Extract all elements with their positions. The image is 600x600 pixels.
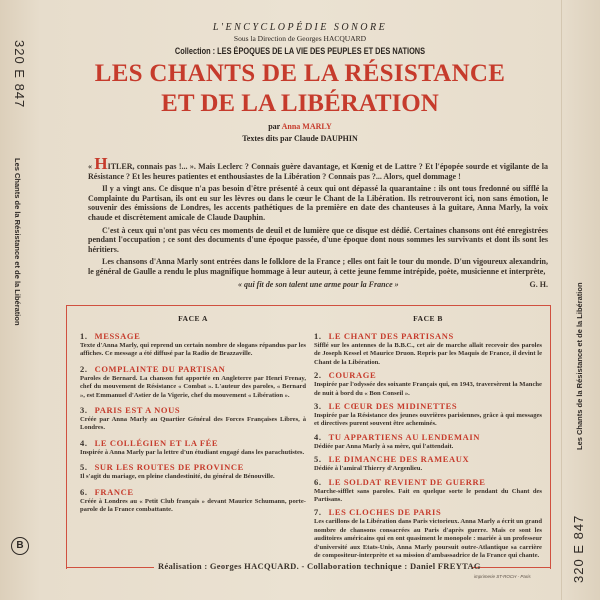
track-item: 3. PARIS EST A NOUS Créée par Anna Marly au Quartier Général des Forces Françaises Libres, à Londres. [80, 405, 306, 432]
catalog-number-right: 320 E 847 [571, 514, 586, 583]
artist-line [40, 122, 560, 131]
track-item: 1. LE CHANT DES PARTISANS Sifflé sur les antennes de la B.B.C., cet air de marche allait recevoir des paroles de Joseph Kessel et Maurice Druon. Repris par les Maquis de France, il devint le Chant de la Libération. [314, 331, 542, 366]
track-title: COMPLAINTE DU PARTISAN [94, 363, 226, 374]
track-item: 7. LES CLOCHES DE PARIS Les carillons de la Libération dans Paris victorieux. Anna Marly a écrit un grand nombre de chansons consacrées au Paris d'après guerre. Mais ce sont les auditoires américains qui en ont quasiment le monopole : mariée à un professeur d'université aux Etats-Unis, Anna Marly poursuit outre-Atlantique sa carrière de compositeur-interprète et sa mission d'ambassadrice de la France qui chante. [314, 507, 542, 560]
artist-name: Anna MARLY [281, 122, 332, 131]
face-b-heading: FACE B [413, 314, 443, 323]
side-b-badge-icon: B [11, 537, 29, 555]
album-title-line2: ET DE LA LIBÉRATION [161, 90, 439, 117]
liner-paragraph-1 [88, 154, 548, 181]
track-item: 5. SUR LES ROUTES DE PROVINCE Il s'agit du mariage, en pleine clandestinité, du général de Bénouville. [80, 462, 306, 481]
track-item: 2. COURAGE Inspirée par l'odyssée des soixante Français qui, en 1943, traversèrent la Manche de nuit à bord du « Bon Conseil ». [314, 370, 542, 397]
track-description: Paroles de Bernard. La chanson fut apportée en Angleterre par Henri Frenay, chef du mouvement de Résistance « Combat ». L'auteur des paroles, « Bernard », est Emmanuel d'Astier de la Vigerie, chef du mouvement « Libération ». [80, 374, 306, 399]
track-item: 6. LE SOLDAT REVIENT DE GUERRE Marche-sifflet sans paroles. Fait en quelque sorte le pendant du Chant des Partisans. [314, 476, 542, 504]
track-item: 2. COMPLAINTE DU PARTISAN Paroles de Bernard. La chanson fut apportée en Angleterre par Henri Frenay, chef du mouvement de Résistance « Combat ». L'auteur des paroles, « Bernard », est Emmanuel d'Astier de la Vigerie, chef du mouvement « Libération ». [80, 363, 306, 399]
track-item: 1. MESSAGE Texte d'Anna Marly, qui reprend un certain nombre de slogans répandus par les affiches. Ce message a été diffusé par la Radio de Brazzaville. [80, 331, 306, 358]
track-description: Créée à Londres au « Petit Club français » devant Maurice Schumann, porte-parole de la France combattante. [80, 497, 306, 514]
spine-title-right: Les Chants de la Résistance et de la Libération [575, 282, 584, 450]
track-description: Il s'agit du mariage, en pleine clandestinité, du général de Bénouville. [80, 473, 275, 481]
catalog-number-left: 320 E 847 [12, 40, 27, 109]
track-description: Les carillons de la Libération dans Paris victorieux. Anna Marly a écrit un grand nombre de chansons consacrées au Paris d'après guerre. Mais ce sont les auditoires américains qui en ont quasiment le monopole : mariée à un professeur d'université aux Etats-Unis, Anna Marly poursuit outre-Atlantique sa carrière de compositeur-interprète et sa mission d'ambassadrice de la France qui chante. [314, 518, 542, 560]
face-a-tracklist [80, 314, 306, 519]
direction-line: Sous la Direction de Georges HACQUARD [233, 34, 367, 43]
paragraph-1-text: ITLER, connais pas !... ». Mais Leclerc ? Connais guère davantage, et Kœnig et de Lattre ? Et l'épopée sourde et vigilante de la Résistance ? Et les heures patientes et enthousiastes de la Libération ? Connais pas ?... Alors, quel dommage ! [88, 162, 548, 181]
track-description: Sifflé sur les antennes de la B.B.C., cet air de marche allait recevoir des paroles de Joseph Kessel et Maurice Druon. Repris par les Maquis de France, il devint le Chant de la Libération. [314, 342, 542, 366]
track-item: 6. FRANCE Créée à Londres au « Petit Club français » devant Maurice Schumann, porte-parole de la France combattante. [80, 486, 306, 514]
track-title: SUR LES ROUTES DE PROVINCE [94, 462, 244, 473]
track-description: Dédiée par Anna Marly à sa mère, qui l'attendait. [314, 442, 454, 450]
track-description: Inspirée à Anna Marly par la lettre d'un étudiant engagé dans les parachutistes. [80, 448, 305, 456]
track-title: COURAGE [328, 370, 377, 381]
quote-signature-row [88, 280, 548, 290]
liner-paragraph-4: Les chansons d'Anna Marly sont entrées dans le folklore de la France ; elles ont fait le tour du monde. D'un vigoureux alexandrin, le général de Gaulle a rendu le plus magnifique hommage à leur auteur, à cette jeune femme intrépide, poète, musicienne et interprète, [88, 257, 548, 276]
narration-line: Textes dits par Claude DAUPHIN [242, 134, 358, 143]
track-title: TU APPARTIENS AU LENDEMAIN [328, 431, 480, 442]
frame-bottom-left [66, 567, 154, 568]
track-title: LE DIMANCHE DES RAMEAUX [328, 454, 470, 465]
track-title: FRANCE [94, 486, 134, 497]
face-a-heading: FACE A [178, 314, 208, 323]
liner-paragraph-2: Il y a vingt ans. Ce disque n'a pas besoin d'être présenté à ceux qui ont dépassé la quarantaine : ils ont tous fredonné ou sifflé la Complainte du Partisan, ils ont eu sur les lèvres ou dans le cœur le Chant de la Libération. Ils retrouveront ici, non sans émotion, le souvenir des émissions de Londres, les accents pathétiques de la première en date des chanteuses à la guitare, Anna Marly, la voix chaude et discrètement amicale de Claude Dauphin. [88, 184, 548, 222]
track-item: 5. LE DIMANCHE DES RAMEAUX Dédiée à l'amiral Thierry d'Argenlieu. [314, 454, 542, 473]
frame-bottom-right [472, 567, 551, 568]
track-title: LE CHANT DES PARTISANS [328, 331, 454, 341]
track-title: LE COLLÉGIEN ET LA FÉE [94, 437, 219, 448]
track-description: Inspirée par l'odyssée des soixante Français qui, en 1943, traversèrent la Manche de nuit à bord du « Bon Conseil ». [314, 381, 542, 397]
track-title: MESSAGE [94, 331, 141, 341]
track-description: Créée par Anna Marly au Quartier Général des Forces Françaises Libres, à Londres. [80, 416, 306, 432]
spine-title-left: Les Chants de la Résistance et de la Libération [13, 158, 22, 326]
collection-line: Collection : LES ÉPOQUES DE LA VIE DES PEUPLES ET DES NATIONS [174, 46, 426, 56]
track-title: LE SOLDAT REVIENT DE GUERRE [328, 476, 486, 487]
track-description: Inspirée par la Résistance des jeunes ouvrières parisiennes, grâce à qui messages et directives purent souvent être acheminés. [314, 412, 542, 428]
track-title: LE CŒUR DES MIDINETTES [328, 401, 458, 412]
de-gaulle-quote: « qui fit de son talent une arme pour la France » [238, 279, 399, 289]
track-description: Dédiée à l'amiral Thierry d'Argenlieu. [314, 465, 423, 473]
production-credits: Réalisation : Georges HACQUARD. - Collaboration technique : Daniel FREYTAG [158, 561, 481, 571]
series-name: L'ENCYCLOPÉDIE SONORE [212, 22, 388, 33]
track-title: PARIS EST A NOUS [94, 405, 181, 416]
printer-imprint: imprimerie ST-ROCH - Paris [474, 574, 531, 579]
track-description: Texte d'Anna Marly, qui reprend un certain nombre de slogans répandus par les affiches. Ce message a été diffusé par la Radio de Brazzaville. [80, 342, 306, 358]
face-b-tracklist [314, 314, 542, 564]
album-title-line1: LES CHANTS DE LA RÉSISTANCE [94, 60, 506, 87]
track-item: 4. LE COLLÉGIEN ET LA FÉE Inspirée à Anna Marly par la lettre d'un étudiant engagé dans les parachutistes. [80, 437, 305, 456]
open-quote: « [88, 162, 92, 171]
track-description: Marche-sifflet sans paroles. Fait en quelque sorte le pendant du Chant des Partisans. [314, 487, 542, 504]
signature: G. H. [529, 279, 548, 289]
track-title: LES CLOCHES DE PARIS [328, 507, 442, 518]
liner-notes [88, 154, 548, 289]
liner-paragraph-3: C'est à ceux qui n'ont pas vécu ces moments de deuil et de lumière que ce disque est dédié. Certaines chansons ont été enregistrées pendant l'occupation ; ce sont des documents d'une époque passée, d'une époque dont nous sommes les survivants et dont ils sont les héritiers. [88, 225, 548, 254]
drop-cap: H [94, 154, 108, 173]
track-item: 4. TU APPARTIENS AU LENDEMAIN Dédiée par Anna Marly à sa mère, qui l'attendait. [314, 432, 542, 451]
track-item: 3. LE CŒUR DES MIDINETTES Inspirée par la Résistance des jeunes ouvrières parisiennes, grâce à qui messages et directives purent souvent être acheminés. [314, 401, 542, 428]
by-prefix: par [268, 122, 281, 131]
